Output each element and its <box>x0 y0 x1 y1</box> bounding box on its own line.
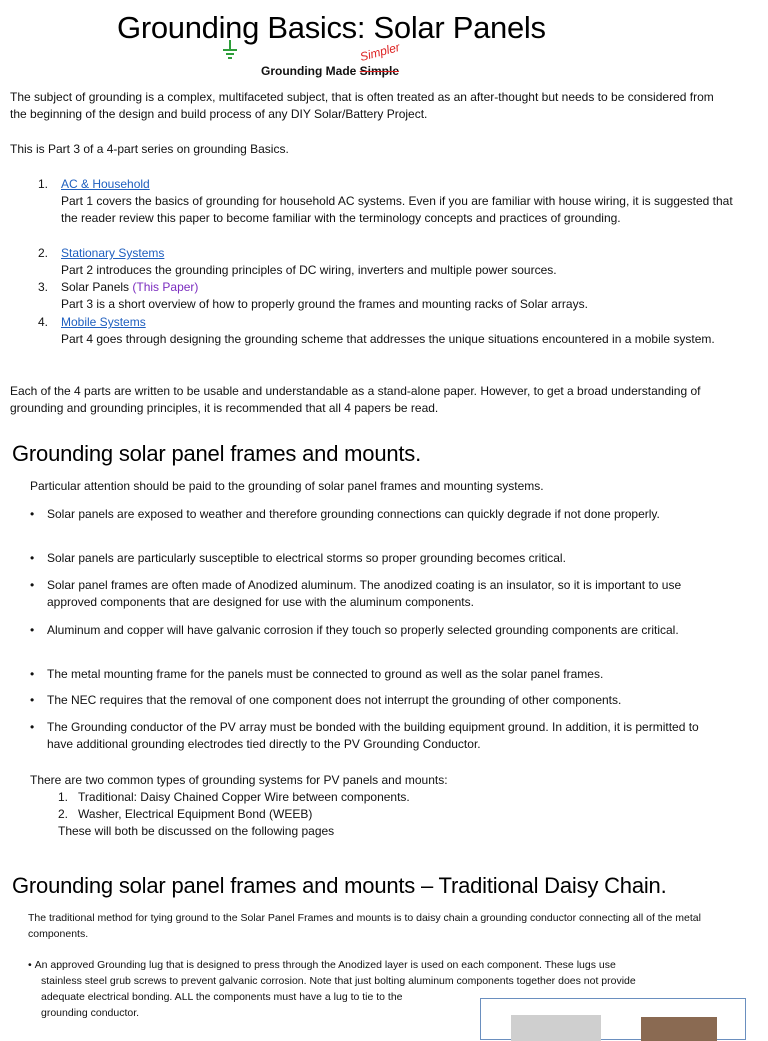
bullet-dot: • <box>30 623 35 637</box>
intro-paragraph-2: This is Part 3 of a 4-part series on grounding Basics. <box>10 142 289 156</box>
subtitle-prefix: Grounding Made <box>261 64 360 78</box>
part-link-stationary-systems[interactable]: Stationary Systems <box>61 246 165 260</box>
part-description: Part 3 is a short overview of how to properly ground the frames and mounting racks of Solar arrays. <box>61 297 588 311</box>
photo-image <box>641 1017 717 1041</box>
bullet-text-line: stainless steel grub screws to prevent galvanic corrosion. Note that just bolting aluminum components together does not provide <box>41 975 636 987</box>
section2-lead: The traditional method for tying ground to the Solar Panel Frames and mounts is to daisy chain a grounding conductor connecting all of the metal components. <box>28 912 701 940</box>
part-number: 3. <box>38 280 49 294</box>
part-description: Part 1 covers the basics of grounding for household AC systems. Even if you are familiar with house wiring, it is suggested that the reader review this paper to become familiar with the terminology concepts and practices of grounding. <box>61 194 733 225</box>
part-item-3 <box>38 279 738 313</box>
this-paper-tag: (This Paper) <box>132 280 199 294</box>
types-intro: There are two common types of grounding systems for PV panels and mounts: <box>30 773 448 787</box>
list-item: • Aluminum and copper will have galvanic corrosion if they touch so properly selected grounding components are critical. <box>30 623 679 637</box>
photo-image <box>511 1015 601 1041</box>
type-text: Washer, Electrical Equipment Bond (WEEB) <box>78 807 313 821</box>
list-item: • Solar panels are particularly susceptible to electrical storms so proper grounding becomes critical. <box>30 551 566 565</box>
ground-symbol-icon <box>222 40 238 62</box>
part-number: 2. <box>38 246 49 260</box>
bullet-dot: • <box>30 720 35 734</box>
outro-paragraph: Each of the 4 parts are written to be usable and understandable as a stand-alone paper. However, to get a broad understanding of grounding and grounding principles, it is recommended that all 4 papers be read. <box>10 384 701 415</box>
page-title: Grounding Basics: Solar Panels <box>117 10 546 45</box>
handwritten-correction: Simpler <box>358 39 402 64</box>
section-heading-daisy-chain: Grounding solar panel frames and mounts – Traditional Daisy Chain. <box>12 873 667 898</box>
part-link-ac-household[interactable]: AC & Household <box>61 177 150 191</box>
type-number: 1. <box>58 790 69 804</box>
bullet-dot: • <box>30 667 35 681</box>
bullet-dot: • <box>30 693 35 707</box>
bullet-dot: • <box>30 578 35 592</box>
bullet-text-line: adequate electrical bonding. ALL the components must have a lug to tie to the <box>41 991 403 1003</box>
list-item: • The NEC requires that the removal of one component does not interrupt the grounding of other components. <box>30 693 622 707</box>
list-item: • Solar panels are exposed to weather and therefore grounding connections can quickly degrade if not done properly. <box>30 507 660 521</box>
type-number: 2. <box>58 807 69 821</box>
part-description: Part 4 goes through designing the grounding scheme that addresses the unique situations encountered in a mobile system. <box>61 332 715 346</box>
section-lead: Particular attention should be paid to the grounding of solar panel frames and mounting systems. <box>30 479 544 493</box>
part-number: 4. <box>38 315 49 329</box>
list-item: • Solar panel frames are often made of Anodized aluminum. The anodized coating is an insulator, so it is important to use approved components that are designed for use with the aluminum components. <box>30 578 682 609</box>
photo-frame <box>480 998 746 1040</box>
part-item-1 <box>38 176 738 227</box>
part-item-2 <box>38 245 738 279</box>
intro-paragraph-1: The subject of grounding is a complex, multifaceted subject, that is often treated as an after-thought but needs to be considered from the beginning of the design and build process of any DIY Solar/Battery Project. <box>10 90 714 121</box>
part-number: 1. <box>38 177 49 191</box>
bullet-dot: • <box>28 959 32 971</box>
bullet-text-line: grounding conductor. <box>41 1007 140 1019</box>
list-item: • The metal mounting frame for the panels must be connected to ground as well as the solar panel frames. <box>30 667 604 681</box>
page-subtitle <box>261 64 399 78</box>
bullet-dot: • <box>30 507 35 521</box>
part-link-mobile-systems[interactable]: Mobile Systems <box>61 315 146 329</box>
part-item-4 <box>38 314 738 348</box>
part-title-solar-panels: Solar Panels <box>61 280 130 294</box>
list-item: • The Grounding conductor of the PV array must be bonded with the building equipment ground. In addition, it is permitted to have additional grounding electrodes tied directly to the PV Grounding Conductor. <box>30 720 699 751</box>
section-heading-frames-mounts: Grounding solar panel frames and mounts. <box>12 441 422 466</box>
types-outro: These will both be discussed on the following pages <box>58 824 335 838</box>
type-item-1 <box>58 789 768 806</box>
type-item-2 <box>58 806 768 823</box>
part-description: Part 2 introduces the grounding principles of DC wiring, inverters and multiple power sources. <box>61 263 557 277</box>
bullet-dot: • <box>30 551 35 565</box>
subtitle-struck-word: Simple <box>359 64 400 78</box>
type-text: Traditional: Daisy Chained Copper Wire between components. <box>78 790 410 804</box>
bullet-text-line: An approved Grounding lug that is designed to press through the Anodized layer is used on each component. These lugs use <box>34 959 616 971</box>
